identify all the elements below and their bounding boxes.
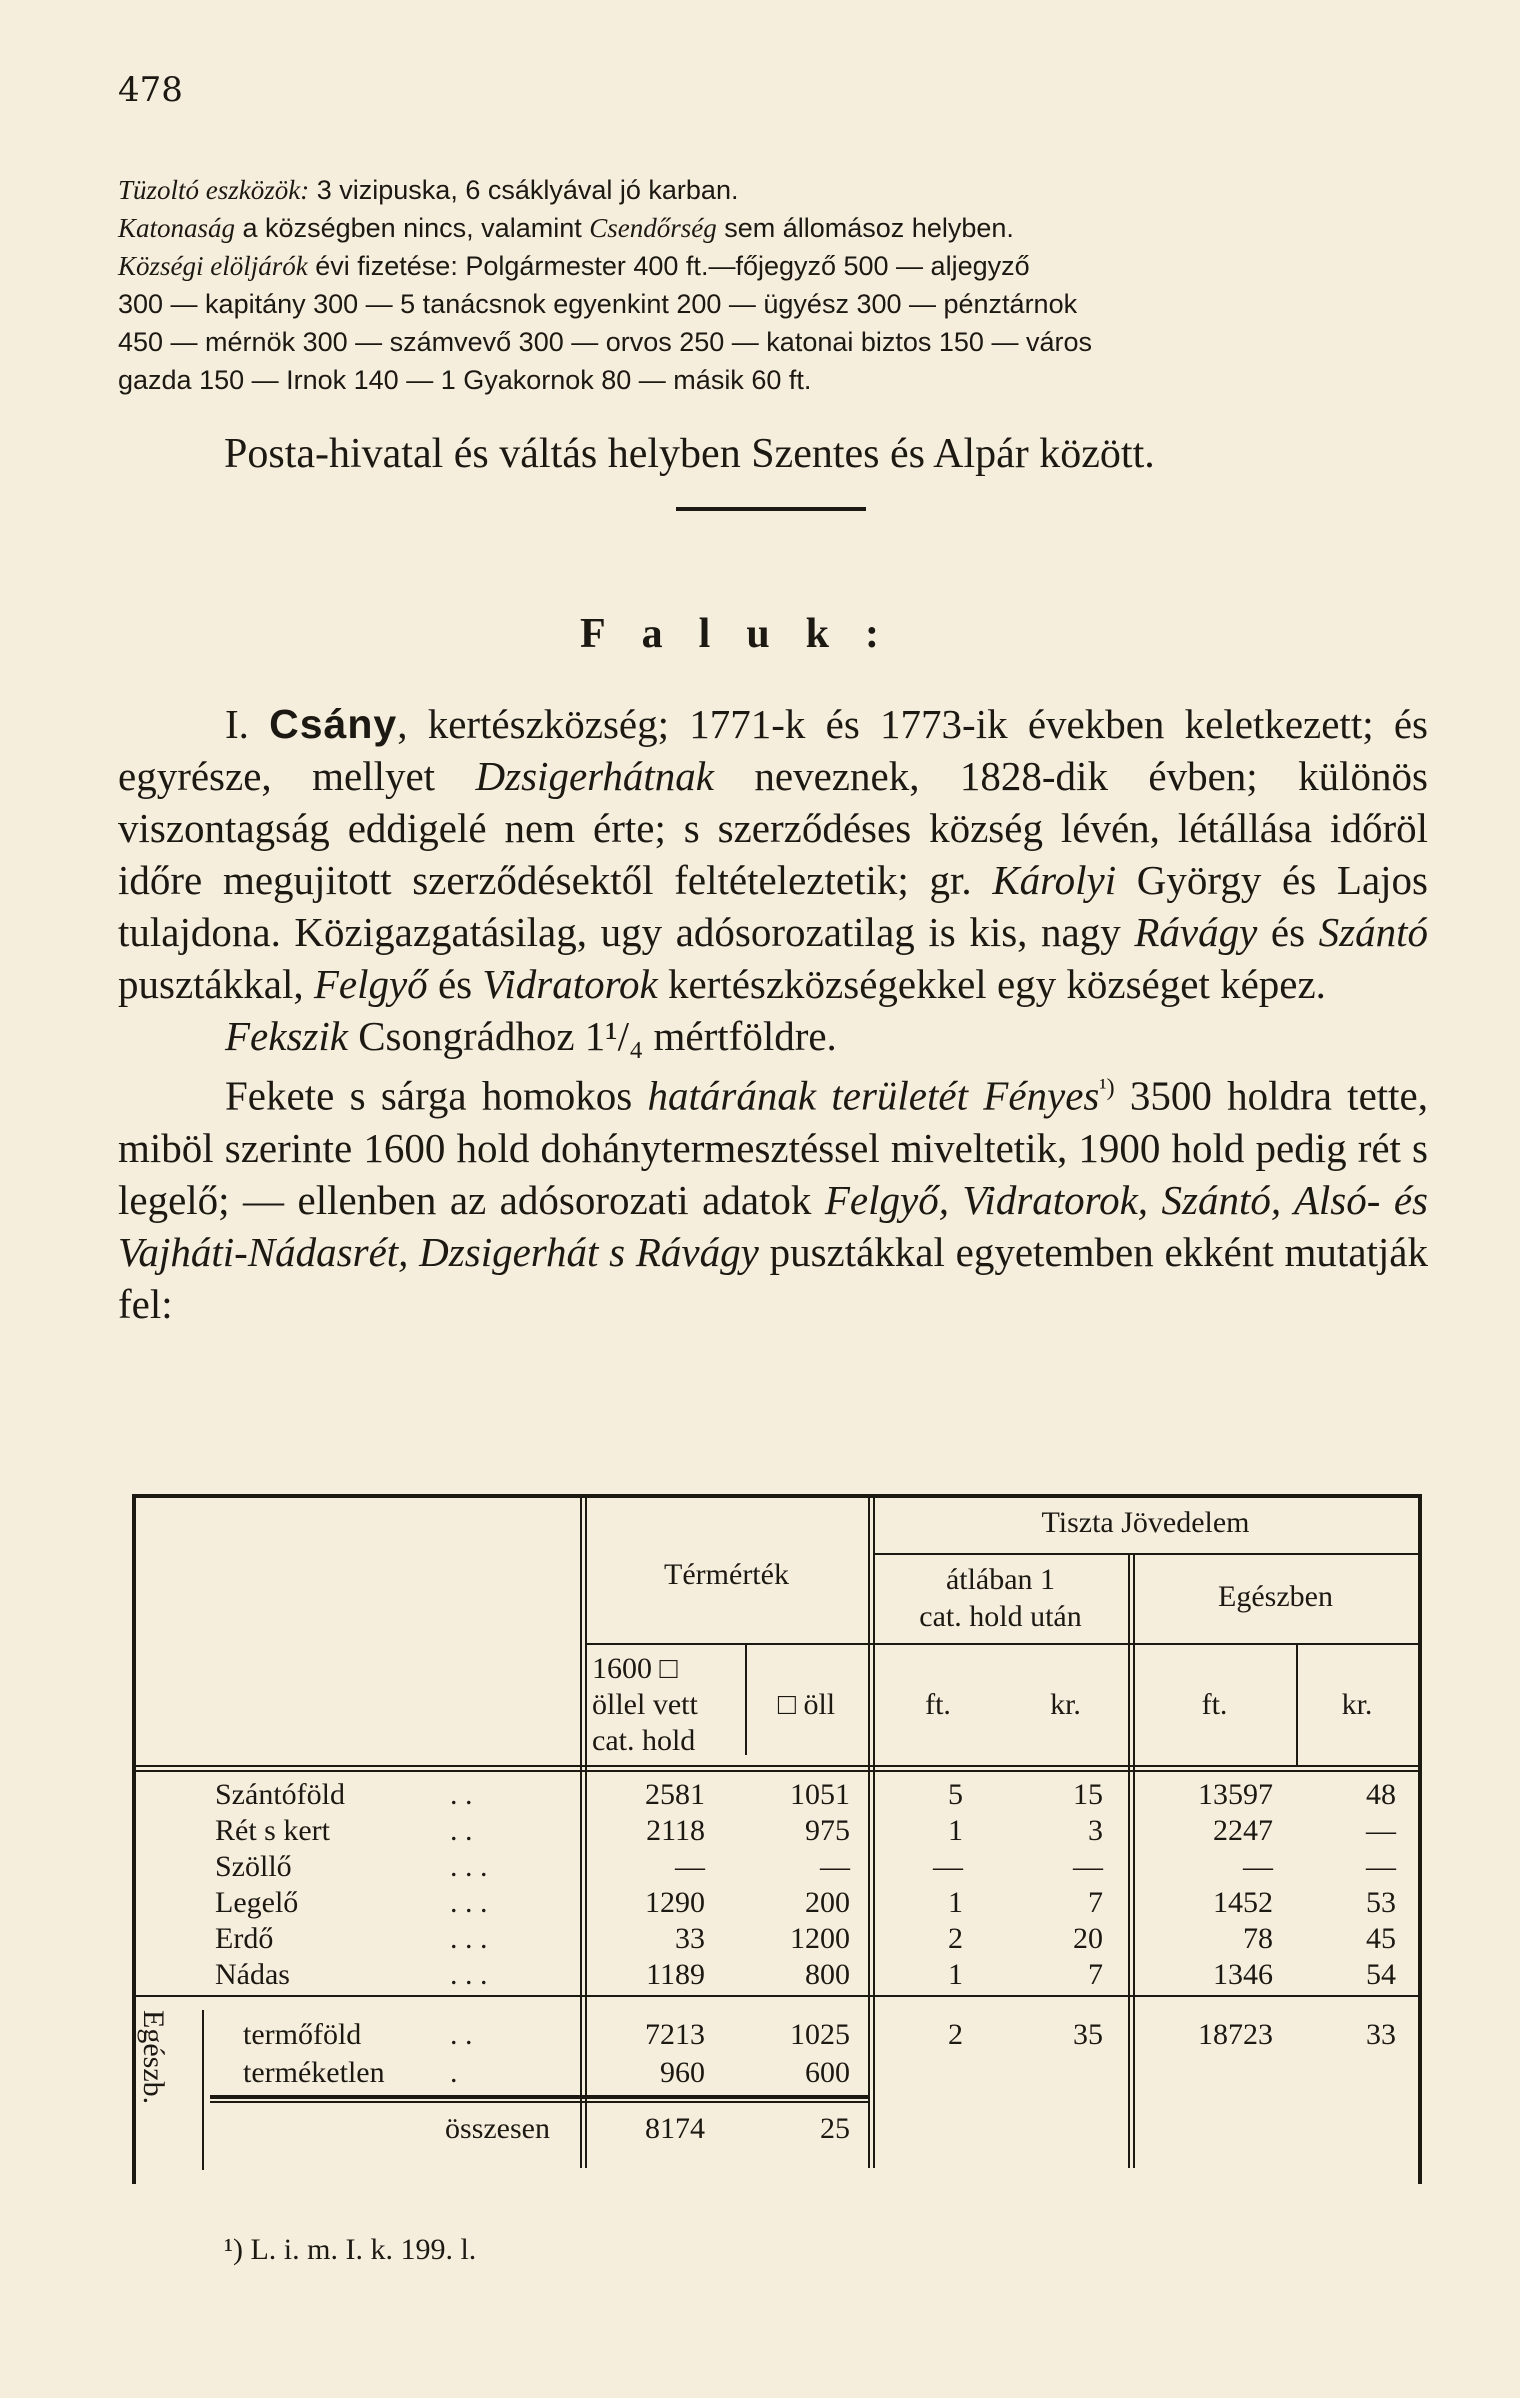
header-ollel: öllel vett — [592, 1688, 698, 1721]
table-cell-label: Szántóföld — [215, 1778, 345, 1811]
header-kr-2: kr. — [1341, 1688, 1373, 1721]
sum-cell-c4: 35 — [1073, 2018, 1103, 2051]
sum-cell-c6: 33 — [1366, 2018, 1396, 2051]
table-cell-c3: — — [933, 1850, 963, 1883]
table-cell-c6: 48 — [1366, 1778, 1396, 1811]
footnote: ¹) L. i. m. I. k. 199. l. — [224, 2233, 477, 2266]
table-cell-label: Legelő — [215, 1886, 299, 1919]
sum-cell-c3: 2 — [948, 2018, 963, 2051]
table-cell-c5: 1452 — [1213, 1886, 1273, 1919]
table-cell-dots: . . . — [450, 1922, 488, 1955]
table-cell-dots: . . — [450, 1778, 473, 1811]
table-cell-label: Szöllő — [215, 1850, 292, 1883]
paragraph-hatar: Fekete s sárga homokos határának területét Fényes$^{^1)}$ 3500 holdra tette, miböl szerinte 1600 hold dohánytermesztéssel miveltetik, 1900 hold pedig rét s legelő; — ellenben az adósorozati adatok Felgyő, Vidratorok, Szántó, Alsó- és Vajháti-Nádasrét, Dzsigerhát s Rávágy pusztákkal egyetemben ekként mutatják fel: — [118, 1072, 1428, 1327]
sum-cell-c2: 1025 — [790, 2018, 850, 2051]
table-right-rule — [1418, 1494, 1422, 2184]
header-atlag-2: cat. hold után — [919, 1600, 1082, 1633]
table-cell-c5: 13597 — [1198, 1778, 1273, 1811]
note-line-1: Tüzoltó eszközök: 3 vizipuska, 6 csáklyával jó karban. — [118, 175, 739, 205]
table-cell-c2: 800 — [805, 1958, 850, 1991]
total-c2: 25 — [820, 2112, 850, 2145]
table-cell-c6: 54 — [1366, 1958, 1396, 1991]
note-line-6: gazda 150 — Irnok 140 — 1 Gyakornok 80 — másik 60 ft. — [118, 365, 812, 395]
sum-cell-c1: 7213 — [645, 2018, 705, 2051]
table-cell-c6: — — [1366, 1850, 1396, 1883]
paragraph-fekszik: Fekszik Csongrádhoz 1¹/₄ mértföldre. — [225, 1013, 837, 1059]
body-bottom-rule — [136, 1995, 1418, 1997]
sum-cell-c5: 18723 — [1198, 2018, 1273, 2051]
table-cell-c5: — — [1243, 1850, 1273, 1883]
table-cell-c4: 3 — [1088, 1814, 1103, 1847]
table-cell-c2: 975 — [805, 1814, 850, 1847]
header-bottom-rule-2 — [136, 1770, 1418, 1772]
table-cell-dots: . . . — [450, 1958, 488, 1991]
table-cell-c1: 1290 — [645, 1886, 705, 1919]
header-atlag: átlában 1 — [945, 1563, 1056, 1596]
sum-cell-c2: 600 — [805, 2056, 850, 2089]
table-cell-c1: 2581 — [645, 1778, 705, 1811]
note-line-3: Községi elöljárók évi fizetése: Polgármester 400 ft.—főjegyző 500 — aljegyző — [118, 251, 1030, 281]
section-heading: Faluk: — [580, 611, 916, 657]
table-cell-c6: 45 — [1366, 1922, 1396, 1955]
header-ol: □ öll — [777, 1688, 836, 1721]
sum-cell-dots: . — [450, 2056, 458, 2089]
table-cell-c3: 1 — [948, 1958, 963, 1991]
total-c1: 8174 — [645, 2112, 705, 2145]
table-cell-c6: — — [1366, 1814, 1396, 1847]
table-cell-c5: 78 — [1243, 1922, 1273, 1955]
sum-cell-dots: . . — [450, 2018, 473, 2051]
header-1600: 1600 □ — [592, 1652, 678, 1685]
table-cell-label: Nádas — [215, 1958, 290, 1991]
table-cell-c4: — — [1073, 1850, 1103, 1883]
table-cell-c3: 1 — [948, 1886, 963, 1919]
table-cell-c5: 1346 — [1213, 1958, 1273, 1991]
table-cell-dots: . . — [450, 1814, 473, 1847]
table-cell-c1: 2118 — [646, 1814, 705, 1847]
header-kr-1: kr. — [1050, 1688, 1081, 1721]
table-cell-label: Rét s kert — [215, 1814, 330, 1847]
table-cell-label: Erdő — [215, 1922, 274, 1955]
paragraph-csany: I. Csány, kertészközség; 1771-k és 1773-ik években keletkezett; és egyrésze, mellyet Dzsigerhátnak neveznek, 1828-dik évben; különös viszontagság eddigelé nem érte; s szerződéses község lévén, létállása időröl időre megujitott szerződésektől feltételeztetik; gr. Károlyi György és Lajos tulajdona. Közigazgatásilag, ugy adósorozatilag is kis, nagy Rávágy és Szántó pusztákkal, Felgyő és Vidratorok kertészközségekkel egy községet képez. Fekszik Csongrádhoz 1¹/₄ mértföldre. Fekete s sárga homokos határának területét Fényes$^{^1)}$ 3500 holdra tette, miböl szerinte 1600 hold dohánytermesztéssel miveltetik, 1900 hold pedig rét s legelő; — ellenben az adósorozati adatok Felgyő, Vidratorok, Szántó, Alsó- és Vajháti-Nádasrét, Dzsigerhát s Rávágy pusztákkal egyetemben ekként mutatják fel: — [118, 698, 1428, 1330]
table-cell-c1: — — [675, 1850, 705, 1883]
table-cell-c4: 15 — [1073, 1778, 1103, 1811]
header-tiszta: Tiszta Jövedelem — [1041, 1506, 1250, 1539]
header-bottom-rule — [136, 1765, 1418, 1767]
sum-cell-label: termőföld — [243, 2018, 362, 2051]
table-cell-c4: 7 — [1088, 1886, 1103, 1919]
table-cell-c1: 33 — [675, 1922, 705, 1955]
sum-cell-label: terméketlen — [243, 2056, 385, 2089]
table-cell-c2: 1200 — [790, 1922, 850, 1955]
header-ft-1: ft. — [925, 1688, 951, 1721]
table-top-rule — [132, 1494, 1422, 1498]
page-number: 478 — [118, 70, 183, 110]
table-cell-c4: 20 — [1073, 1922, 1103, 1955]
table-cell-c2: 1051 — [790, 1778, 850, 1811]
header-cathold: cat. hold — [592, 1724, 696, 1757]
table-cell-c4: 7 — [1088, 1958, 1103, 1991]
table-cell-c3: 5 — [948, 1778, 963, 1811]
header-termertek: Térmérték — [664, 1558, 789, 1591]
sum-cell-c1: 960 — [660, 2056, 705, 2089]
note-line-4: 300 — kapitány 300 — 5 tanácsnok egyenkint 200 — ügyész 300 — pénztárnok — [118, 289, 1078, 319]
table-cell-c2: — — [820, 1850, 850, 1883]
table-cell-c6: 53 — [1366, 1886, 1396, 1919]
sum-rule — [210, 2095, 870, 2099]
note-line-2: Katonaság a községben nincs, valamint Csendőrség sem állomásoz helyben. — [118, 213, 1014, 243]
header-ft-2: ft. — [1201, 1688, 1228, 1721]
posta-line: Posta-hivatal és váltás helyben Szentes és Alpár között. — [224, 431, 1155, 477]
header-egeszben: Egészben — [1218, 1580, 1333, 1613]
table-cell-c5: 2247 — [1213, 1814, 1273, 1847]
table-cell-c2: 200 — [805, 1886, 850, 1919]
note-line-5: 450 — mérnök 300 — számvevő 300 — orvos 250 — katonai biztos 150 — város — [118, 327, 1092, 357]
table-cell-c3: 2 — [948, 1922, 963, 1955]
side-label-egeszb: Egészb. — [137, 2010, 170, 2105]
table-cell-c1: 1189 — [646, 1958, 705, 1991]
table-cell-dots: . . . — [450, 1850, 488, 1883]
table-cell-dots: . . . — [450, 1886, 488, 1919]
table-cell-c3: 1 — [948, 1814, 963, 1847]
sum-rule-2 — [210, 2101, 870, 2103]
total-label: összesen — [445, 2112, 550, 2145]
brace — [202, 2010, 204, 2170]
